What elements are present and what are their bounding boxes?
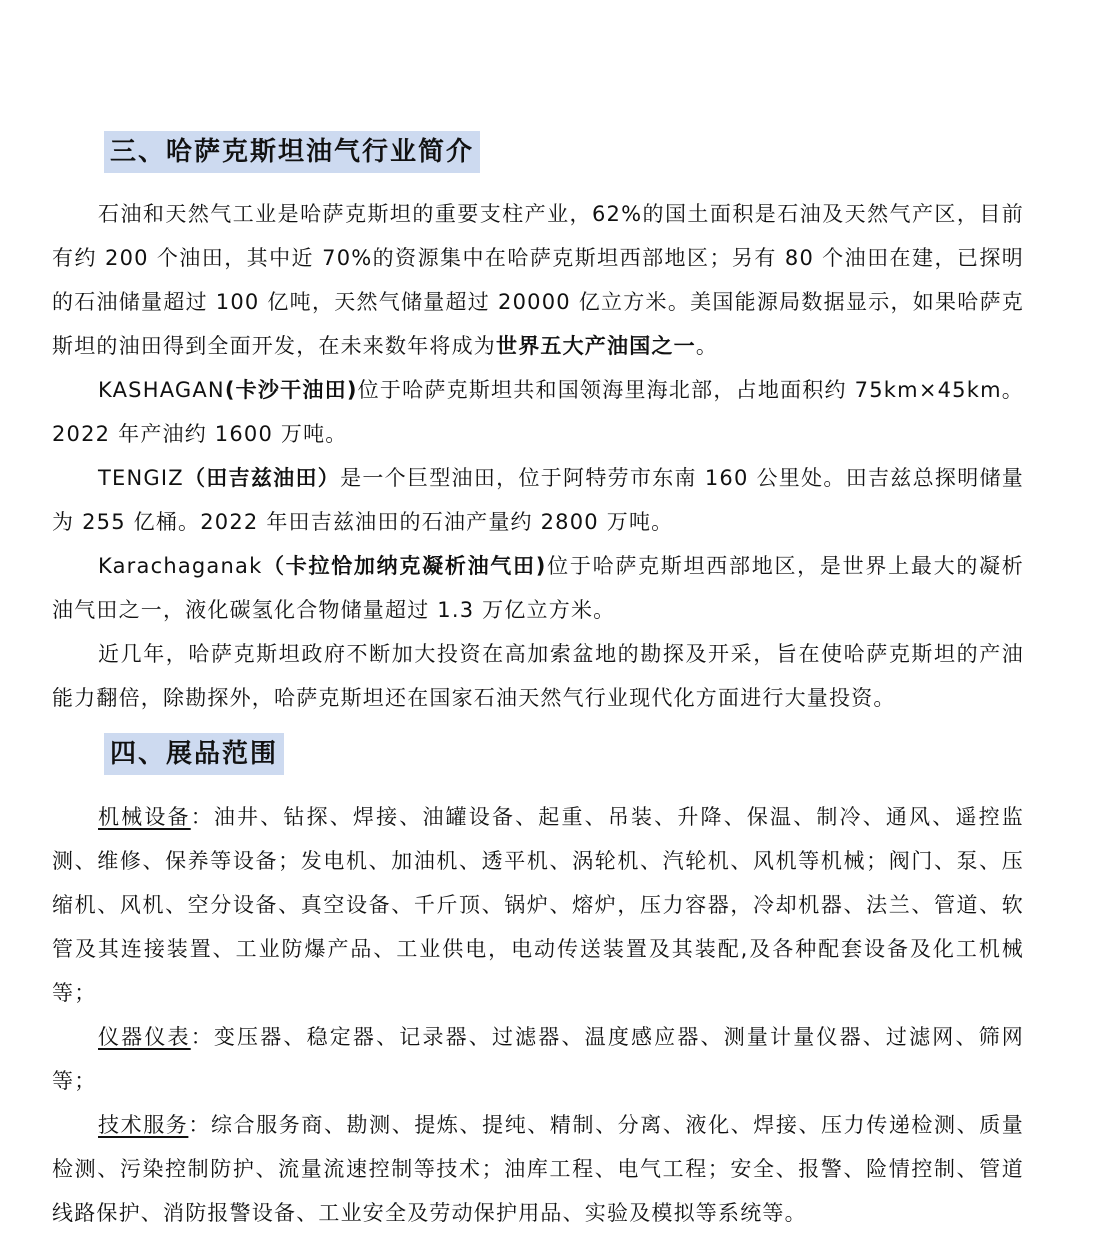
item-label: 仪器仪表 xyxy=(98,1025,191,1049)
paragraph-tengiz xyxy=(52,456,1024,544)
kashagan-bold: (卡沙干油田) xyxy=(224,378,358,402)
overview-end: 。 xyxy=(695,334,719,358)
tengiz-bold: （田吉兹油田） xyxy=(183,466,341,490)
section-4-body xyxy=(52,795,1024,1235)
item-text: ：变压器、稳定器、记录器、过滤器、温度感应器、测量计量仪器、过滤网、筛网等； xyxy=(52,1025,1024,1093)
section-3-heading: 三、哈萨克斯坦油气行业简介 xyxy=(104,131,480,173)
item-text: ：油井、钻探、焊接、油罐设备、起重、吊装、升降、保温、制冷、通风、遥控监测、维修、保养等设备；发电机、加油机、透平机、涡轮机、汽轮机、风机等机械；阀门、泵、压缩机、风机、空分设备、真空设备、千斤顶、锅炉、熔炉，压力容器，冷却机器、法兰、管道、软管及其连接装置、工业防爆产品、工业供电，电动传送装置及其装配,及各种配套设备及化工机械等； xyxy=(52,805,1024,1005)
paragraph-karachaganak xyxy=(52,544,1024,632)
exhibit-item-instruments xyxy=(52,1015,1024,1103)
overview-text: 石油和天然气工业是哈萨克斯坦的重要支柱产业，62%的国土面积是石油及天然气产区，目前有约 200 个油田，其中近 70%的资源集中在哈萨克斯坦西部地区；另有 80 个油田在建，已探明的石油储量超过 100 亿吨，天然气储量超过 20000 亿立方米。美国能源局数据显示，如果哈萨克斯坦的油田得到全面开发，在未来数年将成为 xyxy=(52,202,1024,358)
exhibit-item-machinery xyxy=(52,795,1024,1015)
kashagan-name: KASHAGAN xyxy=(98,378,225,402)
item-text: ：综合服务商、勘测、提炼、提纯、精制、分离、液化、焊接、压力传递检测、质量检测、污染控制防护、流量流速控制等技术；油库工程、电气工程；安全、报警、险情控制、管道线路保护、消防报警设备、工业安全及劳动保护用品、实验及模拟等系统等。 xyxy=(52,1113,1024,1225)
kashagan-text: 位于哈萨克斯坦共和国领海里海北部，占地面积约 75km×45km。2022 年产油约 1600 万吨。 xyxy=(52,378,1024,446)
investment-text: 近几年，哈萨克斯坦政府不断加大投资在高加索盆地的勘探及开采，旨在使哈萨克斯坦的产油能力翻倍，除勘探外，哈萨克斯坦还在国家石油天然气行业现代化方面进行大量投资。 xyxy=(52,642,1024,710)
paragraph-kashagan xyxy=(52,368,1024,456)
overview-highlight: 世界五大产油国之一 xyxy=(496,334,696,358)
section-3-body xyxy=(52,192,1024,720)
paragraph-investment xyxy=(52,632,1024,720)
paragraph-oil-gas-overview xyxy=(52,192,1024,368)
tengiz-name: TENGIZ xyxy=(98,466,184,490)
karachaganak-bold: （卡拉恰加纳克凝析油气田) xyxy=(262,554,547,578)
karachaganak-text: 位于哈萨克斯坦西部地区，是世界上最大的凝析油气田之一，液化碳氢化合物储量超过 1.3 万亿立方米。 xyxy=(52,554,1024,622)
section-4-heading: 四、展品范围 xyxy=(104,733,284,775)
tengiz-text: 是一个巨型油田，位于阿特劳市东南 160 公里处。田吉兹总探明储量为 255 亿桶。2022 年田吉兹油田的石油产量约 2800 万吨。 xyxy=(52,466,1024,534)
item-label: 机械设备 xyxy=(98,805,191,829)
item-label: 技术服务 xyxy=(98,1113,189,1137)
karachaganak-name: Karachaganak xyxy=(98,554,263,578)
exhibit-item-services xyxy=(52,1103,1024,1235)
